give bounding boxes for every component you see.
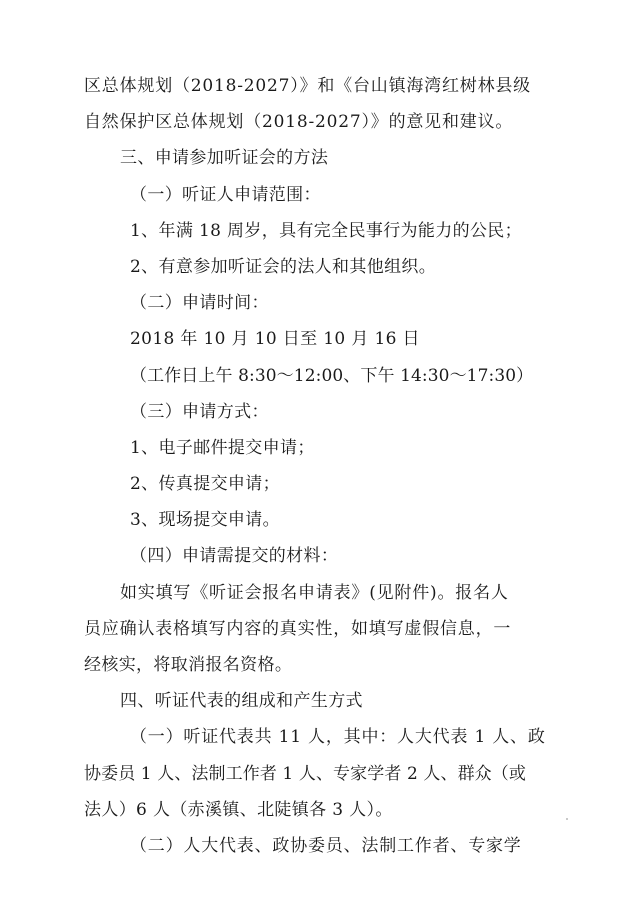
text-line: （二）人大代表、政协委员、法制工作者、专家学: [130, 835, 522, 856]
text-line: 如实填写《听证会报名申请表》(见附件)。报名人: [120, 582, 509, 603]
list-item: 2、传真提交申请；: [130, 474, 280, 495]
text-line: 经核实，将取消报名资格。: [84, 655, 293, 675]
text-line: （工作日上午 8:30～12:00、下午 14:30～17:30）: [130, 365, 534, 386]
list-item: 1、年满 18 周岁，具有完全民事行为能力的公民；: [130, 220, 523, 241]
text-line: 协委员 1 人、法制工作者 1 人、专家学者 2 人、群众（或: [84, 763, 526, 784]
list-item: 2、有意参加听证会的法人和其他组织。: [130, 256, 437, 277]
section-heading-3: 三、申请参加听证会的方法: [120, 148, 329, 169]
text-line: （一）听证代表共 11 人，其中：人大代表 1 人、政: [130, 727, 546, 748]
text-line: 自然保护区总体规划（2018-2027）》的意见和建议。: [84, 112, 514, 133]
text-line: 2018 年 10 月 10 日至 10 月 16 日: [130, 329, 420, 350]
scan-speck: [566, 818, 568, 820]
subsection-heading: （四）申请需提交的材料：: [130, 546, 339, 567]
section-heading-4: 四、听证代表的组成和产生方式: [120, 691, 363, 712]
list-item: 1、电子邮件提交申请；: [130, 437, 315, 458]
subsection-heading: （二）申请时间：: [130, 293, 269, 314]
document-body: [84, 68, 564, 864]
subsection-heading: （三）申请方式：: [130, 401, 269, 422]
text-line: 法人）6 人（赤溪镇、北陡镇各 3 人）。: [84, 799, 393, 820]
text-line: 区总体规划（2018-2027）》和《台山镇海湾红树林县级: [84, 76, 531, 96]
subsection-heading: （一）听证人申请范围：: [130, 184, 321, 205]
text-line: 员应确认表格填写内容的真实性，如填写虚假信息，一: [84, 618, 512, 639]
list-item: 3、现场提交申请。: [130, 510, 280, 531]
